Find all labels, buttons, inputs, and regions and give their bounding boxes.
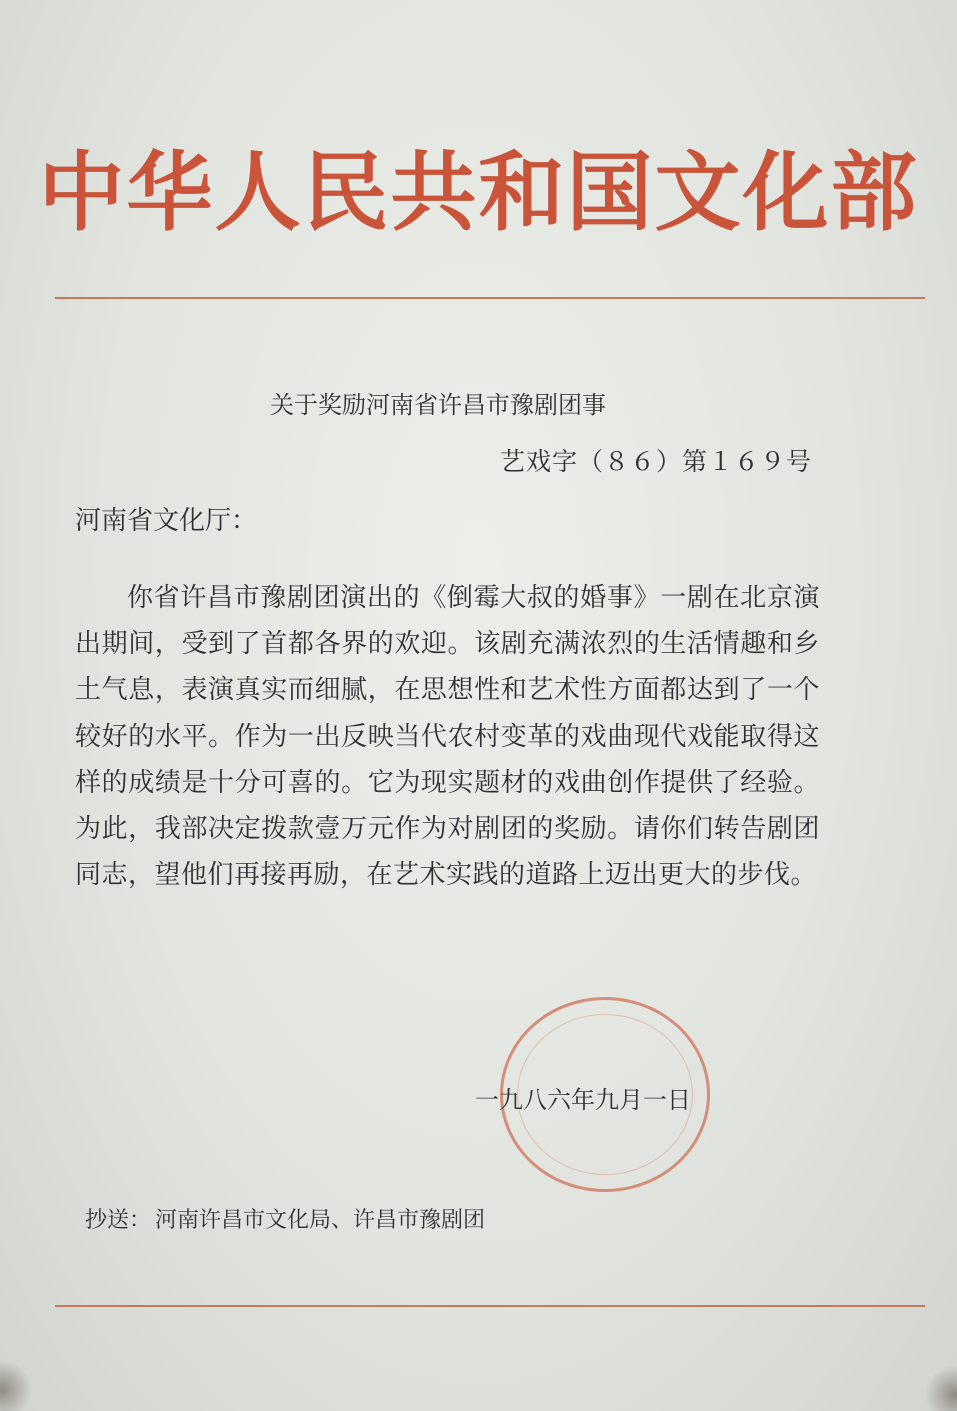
carbon-copy-recipients: 河南许昌市文化局、许昌市豫剧团 (155, 1208, 486, 1233)
document-date: 一九八六年九月一日 (475, 1086, 691, 1114)
carbon-copy-line (85, 1203, 485, 1234)
page-corner-shadow (925, 1365, 957, 1411)
document-title: 关于奖励河南省许昌市豫剧团事 (270, 391, 606, 419)
carbon-copy-label: 抄送： (85, 1208, 152, 1233)
document-number: 艺戏字（８６）第１６９号 (500, 447, 813, 476)
letterhead: 中华人民共和国文化部 (38, 142, 919, 243)
footer-rule (55, 1305, 925, 1307)
page-corner-shadow (0, 1360, 32, 1411)
letterhead-rule (55, 297, 925, 299)
letter-body: 你省许昌市豫剧团演出的《倒霉大叔的婚事》一剧在北京演出期间，受到了首都各界的欢迎。该剧充满浓烈的生活情趣和乡土气息，表演真实而细腻，在思想性和艺术性方面都达到了一个较好的水平。作为一出反映当代农村变革的戏曲现代戏能取得这样的成绩是十分可喜的。它为现实题材的戏曲创作提供了经验。为此，我部决定拨款壹万元作为对剧团的奖励。请你们转告剧团同志，望他们再接再励，在艺术实践的道路上迈出更大的步伐。 (75, 583, 820, 891)
recipient: 河南省文化厅： (75, 506, 258, 536)
